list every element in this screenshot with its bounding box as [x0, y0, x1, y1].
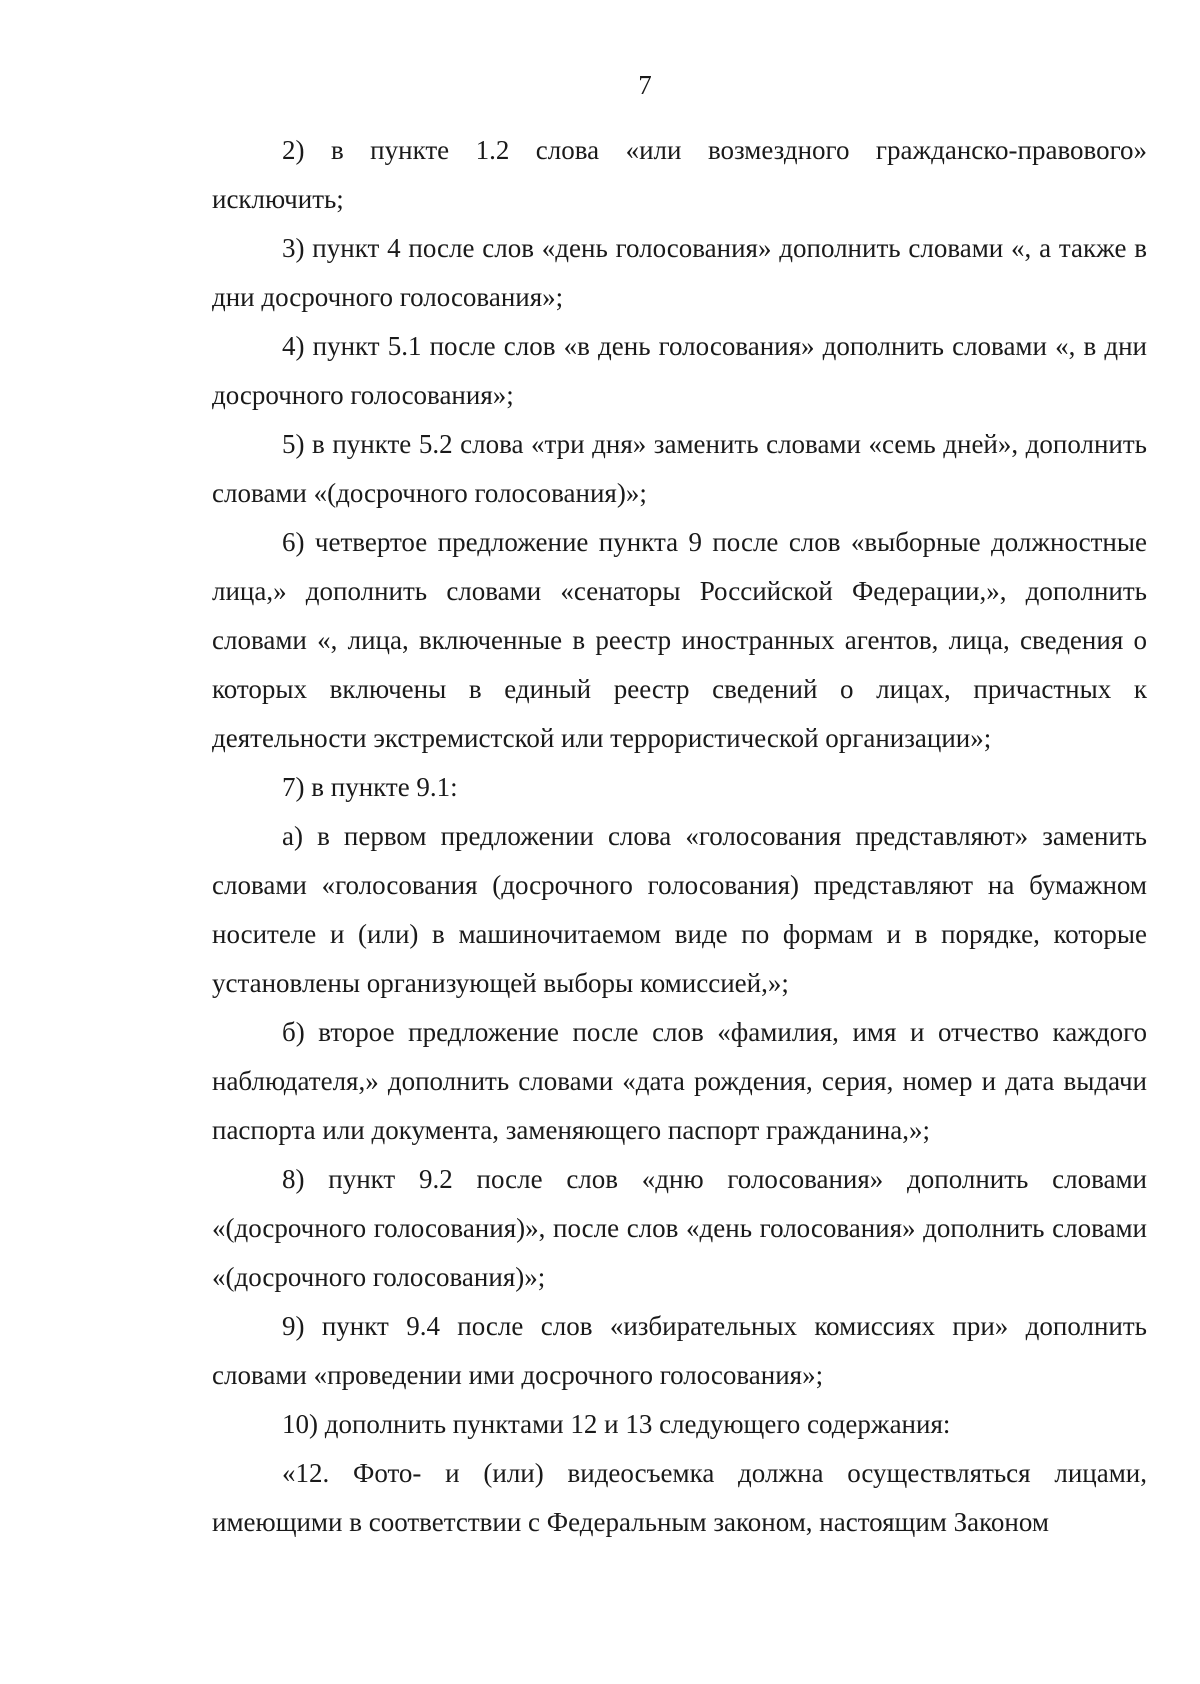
paragraph-item-5: 5) в пункте 5.2 слова «три дня» заменить словами «семь дней», дополнить словами «(досрочного голосования)»; — [212, 429, 1147, 508]
paragraph-item-8: 8) пункт 9.2 после слов «дню голосования» дополнить словами «(досрочного голосования)», после слов «день голосования» дополнить словами «(досрочного голосования)»; — [212, 1164, 1147, 1292]
paragraph-item-9: 9) пункт 9.4 после слов «избирательных комиссиях при» дополнить словами «проведении ими досрочного голосования»; — [212, 1311, 1147, 1390]
page-number: 7 — [638, 70, 652, 100]
paragraph-item-7b: б) второе предложение после слов «фамилия, имя и отчество каждого наблюдателя,» дополнить словами «дата рождения, серия, номер и дата выдачи паспорта или документа, заменяющего паспорт гражданина,»; — [212, 1017, 1147, 1145]
paragraph-item-12-quote: «12. Фото- и (или) видеосъемка должна осуществляться лицами, имеющими в соответствии с Федеральным законом, настоящим Законом — [212, 1458, 1147, 1537]
paragraph-item-7: 7) в пункте 9.1: — [282, 772, 458, 802]
paragraph-item-4: 4) пункт 5.1 после слов «в день голосования» дополнить словами «, в дни досрочного голосования»; — [212, 331, 1147, 410]
paragraph-item-10: 10) дополнить пунктами 12 и 13 следующего содержания: — [282, 1409, 951, 1439]
paragraph-item-3: 3) пункт 4 после слов «день голосования» дополнить словами «, а также в дни досрочного голосования»; — [212, 233, 1147, 312]
paragraph-item-6: 6) четвертое предложение пункта 9 после слов «выборные должностные лица,» дополнить словами «сенаторы Российской Федерации,», дополнить словами «, лица, включенные в реестр иностранных агентов, лица, сведения о которых включены в единый реестр сведений о лицах, причастных к деятельности экстремистской или террористической организации»; — [212, 527, 1147, 753]
paragraph-item-2: 2) в пункте 1.2 слова «или возмездного гражданско-правового» исключить; — [212, 135, 1147, 214]
paragraph-item-7a: а) в первом предложении слова «голосования представляют» заменить словами «голосования (досрочного голосования) представляют на бумажном носителе и (или) в машиночитаемом виде по формам и в порядке, которые установлены организующей выборы комиссией,»; — [212, 821, 1147, 998]
document-body — [212, 126, 1147, 1547]
